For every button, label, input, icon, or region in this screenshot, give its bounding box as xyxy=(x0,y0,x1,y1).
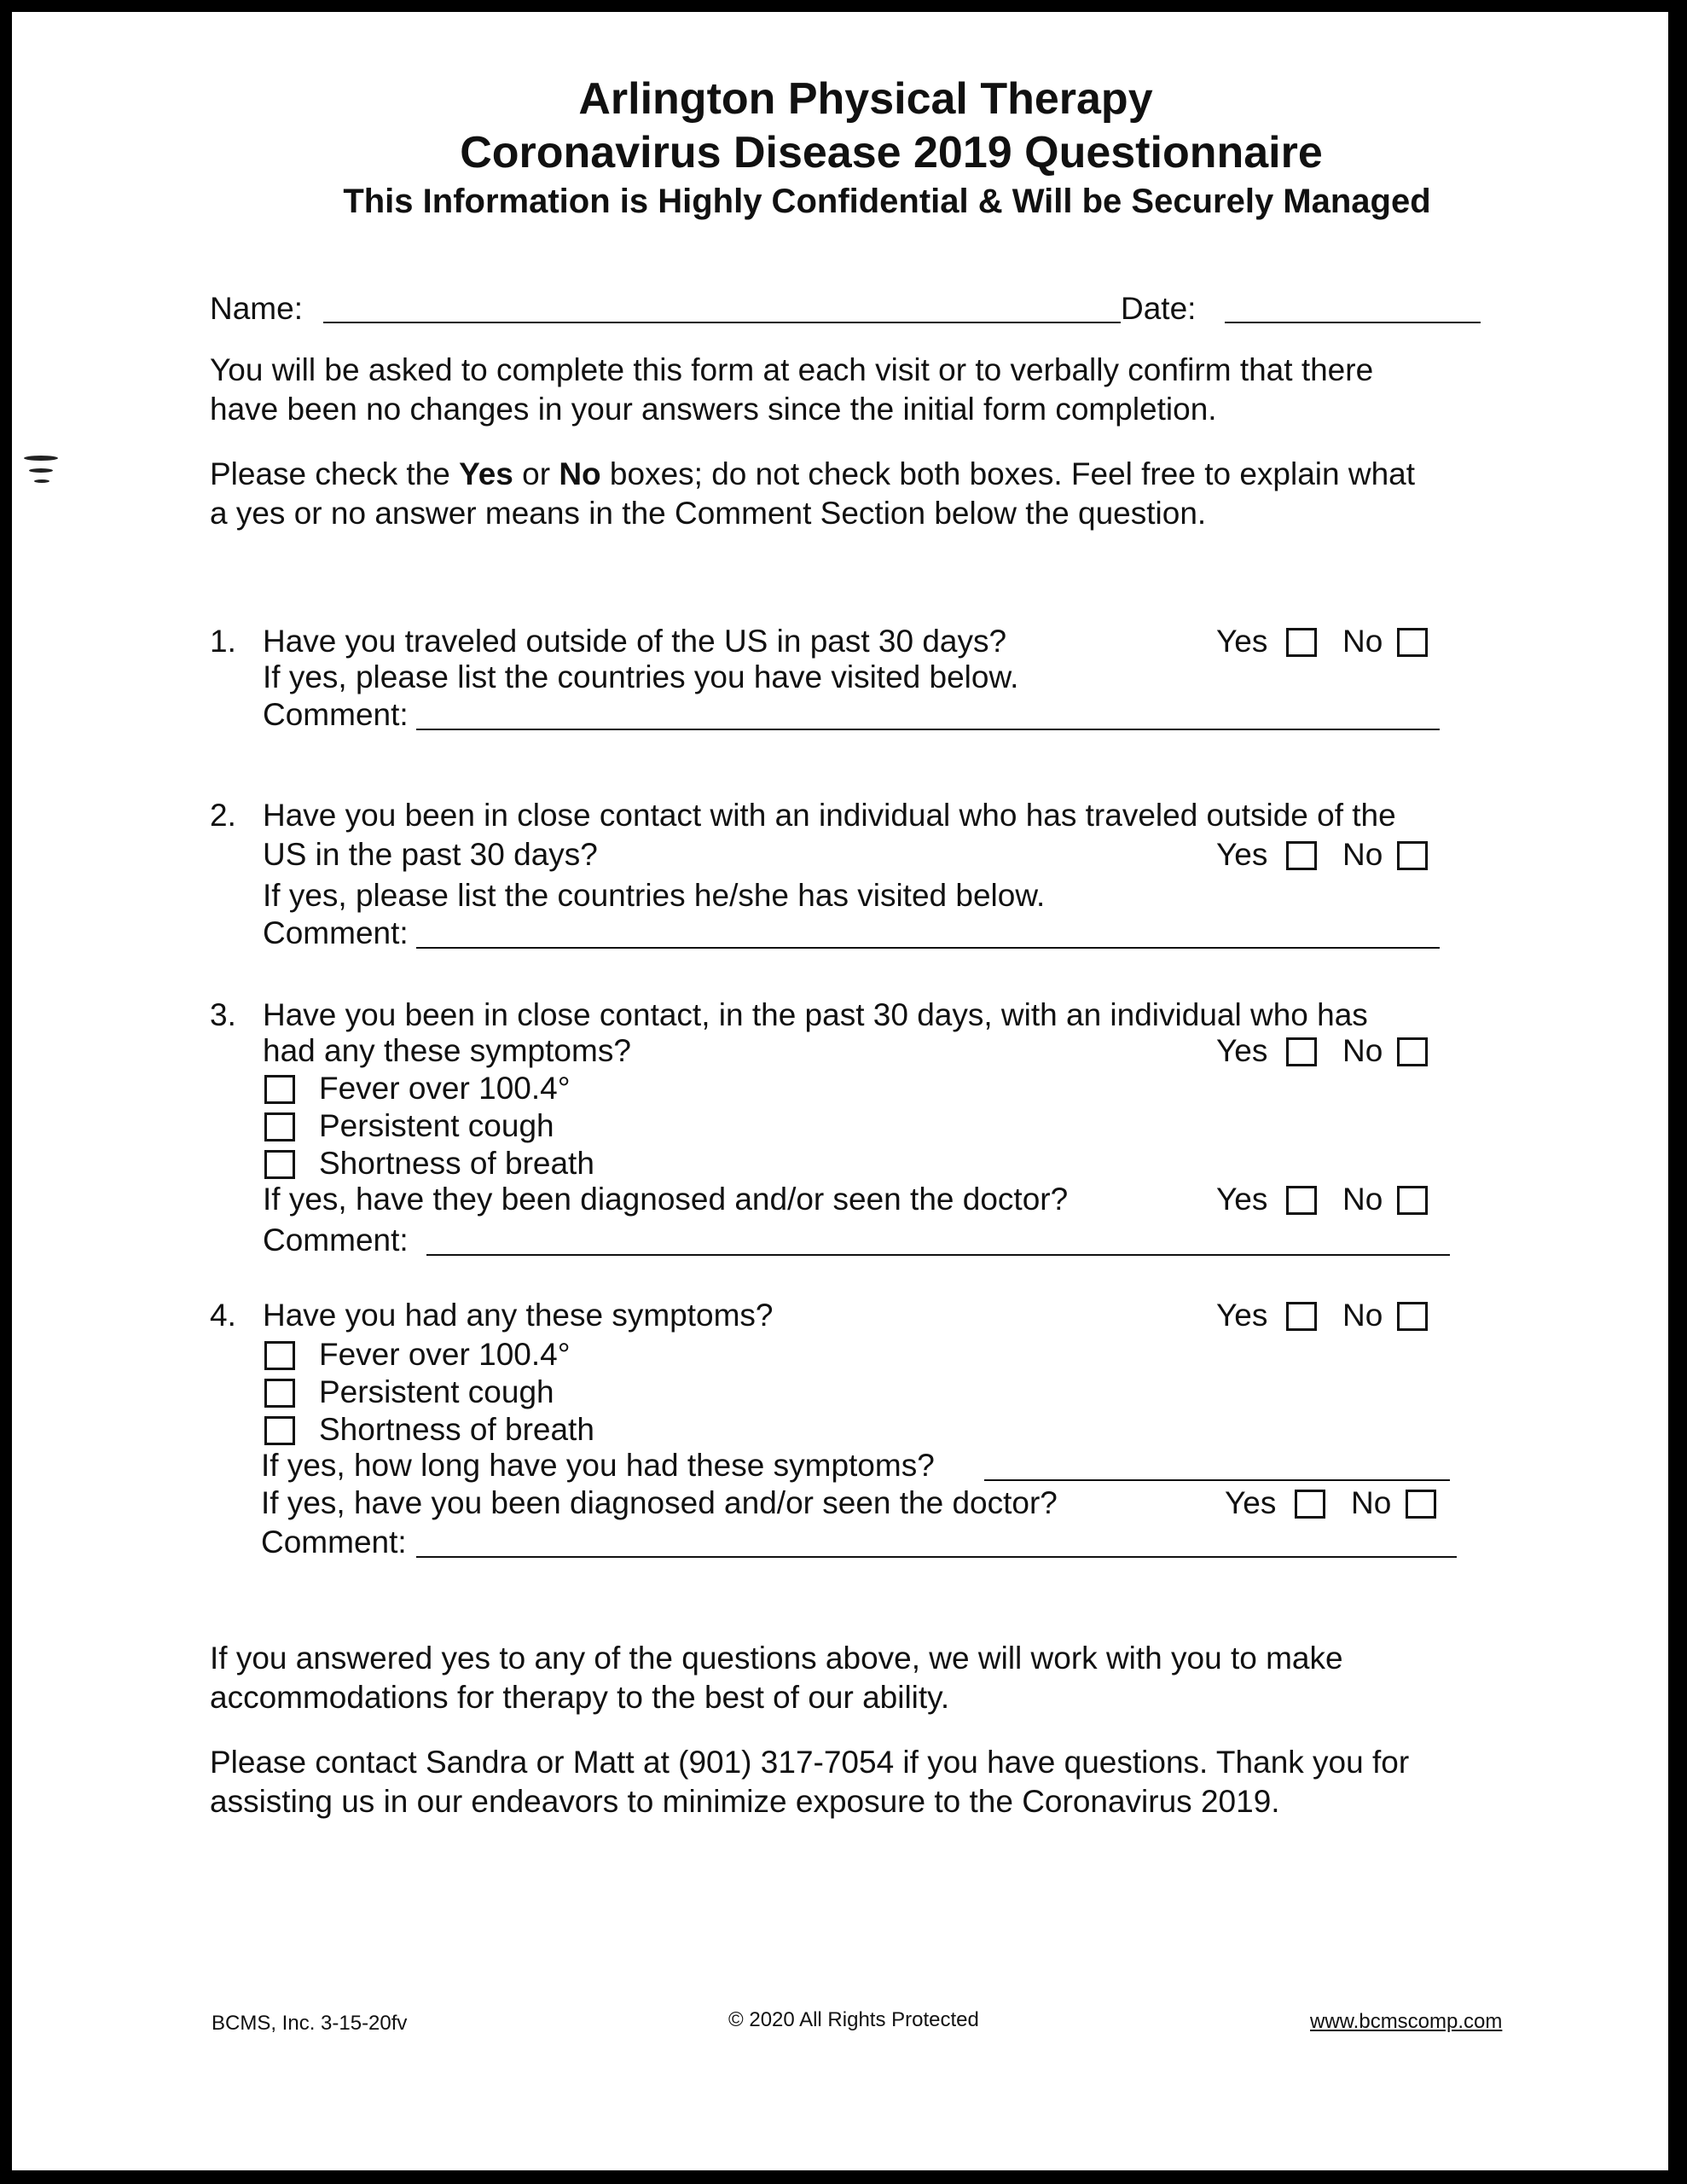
q1-no-checkbox[interactable] xyxy=(1397,628,1428,657)
instructions-no: No xyxy=(559,456,601,491)
q3-yes-label: Yes xyxy=(1216,1033,1268,1068)
q2-number: 2. xyxy=(210,798,236,833)
q1-comment-field[interactable] xyxy=(416,729,1440,730)
confidentiality-note: This Information is Highly Confidential & Will be Securely Managed xyxy=(343,183,1431,220)
q4-number: 4. xyxy=(210,1298,236,1333)
q3-symptom-breath: Shortness of breath xyxy=(319,1146,594,1181)
scan-speck xyxy=(34,479,49,483)
q3-comment-label: Comment: xyxy=(263,1223,409,1258)
q2-no-checkbox[interactable] xyxy=(1397,841,1428,870)
q4-yes-checkbox[interactable] xyxy=(1286,1302,1317,1331)
q1-subtext: If yes, please list the countries you have visited below. xyxy=(263,659,1019,694)
q1-number: 1. xyxy=(210,624,236,659)
q1-yes-label: Yes xyxy=(1216,624,1268,659)
q1-text: Have you traveled outside of the US in past 30 days? xyxy=(263,624,1007,659)
q4-followup-yes-checkbox[interactable] xyxy=(1295,1490,1325,1519)
date-field[interactable] xyxy=(1225,322,1481,323)
q1-comment-label: Comment: xyxy=(263,697,409,732)
q4-followup-yes-label: Yes xyxy=(1225,1485,1277,1520)
q2-no-label: No xyxy=(1342,837,1383,872)
instructions-text: or xyxy=(513,456,559,491)
footer-form-id: BCMS, Inc. 3-15-20fv xyxy=(212,2012,408,2035)
q2-text-line: Have you been in close contact with an individual who has traveled outside of the xyxy=(263,798,1396,833)
closing-paragraph-line: If you answered yes to any of the questions above, we will work with you to make xyxy=(210,1641,1343,1676)
instructions-yes: Yes xyxy=(459,456,513,491)
scan-speck xyxy=(29,468,53,473)
q3-no-label: No xyxy=(1342,1033,1383,1068)
q4-fever-checkbox[interactable] xyxy=(264,1341,295,1370)
q2-yes-checkbox[interactable] xyxy=(1286,841,1317,870)
q2-subtext: If yes, please list the countries he/she has visited below. xyxy=(263,878,1046,913)
contact-paragraph-line: Please contact Sandra or Matt at (901) 317-7054 if you have questions. Thank you for xyxy=(210,1745,1410,1780)
q2-yes-label: Yes xyxy=(1216,837,1268,872)
q3-fever-checkbox[interactable] xyxy=(264,1075,295,1104)
name-field[interactable] xyxy=(323,322,1121,323)
form-title: Coronavirus Disease 2019 Questionnaire xyxy=(460,128,1323,177)
q4-no-checkbox[interactable] xyxy=(1397,1302,1428,1331)
q3-symptom-fever: Fever over 100.4° xyxy=(319,1071,571,1106)
q4-comment-field[interactable] xyxy=(416,1556,1457,1558)
q4-symptom-fever: Fever over 100.4° xyxy=(319,1337,571,1372)
instructions-text: boxes; do not check both boxes. Feel free to explain what xyxy=(600,456,1416,491)
intro-paragraph-line: You will be asked to complete this form at each visit or to verbally confirm that there xyxy=(210,352,1374,387)
instructions-text: Please check the xyxy=(210,456,460,491)
instructions-line xyxy=(210,456,1415,493)
q4-followup: If yes, have you been diagnosed and/or seen the doctor? xyxy=(261,1485,1058,1520)
date-label: Date: xyxy=(1121,291,1197,326)
q1-yes-checkbox[interactable] xyxy=(1286,628,1317,657)
scan-speck xyxy=(24,456,58,461)
footer-website-link[interactable]: www.bcmscomp.com xyxy=(1310,2010,1503,2033)
q3-text-line: had any these symptoms? xyxy=(263,1033,631,1068)
q3-text-line: Have you been in close contact, in the past 30 days, with an individual who has xyxy=(263,997,1368,1032)
q4-followup-no-label: No xyxy=(1351,1485,1392,1520)
form-page xyxy=(12,12,1668,2170)
q3-yes-checkbox[interactable] xyxy=(1286,1037,1317,1066)
q3-followup-no-checkbox[interactable] xyxy=(1397,1186,1428,1215)
instructions-line: a yes or no answer means in the Comment Section below the question. xyxy=(210,496,1207,531)
q3-followup: If yes, have they been diagnosed and/or seen the doctor? xyxy=(263,1182,1069,1217)
q4-duration-question: If yes, how long have you had these symptoms? xyxy=(261,1448,935,1483)
q3-no-checkbox[interactable] xyxy=(1397,1037,1428,1066)
q3-comment-field[interactable] xyxy=(426,1254,1450,1256)
q3-symptom-cough: Persistent cough xyxy=(319,1108,554,1143)
closing-paragraph-line: accommodations for therapy to the best of our ability. xyxy=(210,1680,950,1715)
q1-no-label: No xyxy=(1342,624,1383,659)
q3-number: 3. xyxy=(210,997,236,1032)
q4-followup-no-checkbox[interactable] xyxy=(1406,1490,1436,1519)
org-name: Arlington Physical Therapy xyxy=(578,74,1153,124)
name-label: Name: xyxy=(210,291,303,326)
q4-text: Have you had any these symptoms? xyxy=(263,1298,774,1333)
q2-text-line: US in the past 30 days? xyxy=(263,837,598,872)
contact-paragraph-line: assisting us in our endeavors to minimize exposure to the Coronavirus 2019. xyxy=(210,1784,1280,1819)
q3-followup-no-label: No xyxy=(1342,1182,1383,1217)
intro-paragraph-line: have been no changes in your answers since the initial form completion. xyxy=(210,392,1217,427)
q3-followup-yes-label: Yes xyxy=(1216,1182,1268,1217)
q4-yes-label: Yes xyxy=(1216,1298,1268,1333)
footer-copyright: © 2020 All Rights Protected xyxy=(728,2008,979,2031)
q4-symptom-breath: Shortness of breath xyxy=(319,1412,594,1447)
q2-comment-label: Comment: xyxy=(263,915,409,950)
q4-duration-field[interactable] xyxy=(984,1479,1450,1481)
q4-breath-checkbox[interactable] xyxy=(264,1416,295,1445)
q4-no-label: No xyxy=(1342,1298,1383,1333)
q2-comment-field[interactable] xyxy=(416,947,1440,949)
q3-breath-checkbox[interactable] xyxy=(264,1150,295,1179)
q3-followup-yes-checkbox[interactable] xyxy=(1286,1186,1317,1215)
q4-cough-checkbox[interactable] xyxy=(264,1379,295,1408)
q4-comment-label: Comment: xyxy=(261,1525,407,1560)
q3-cough-checkbox[interactable] xyxy=(264,1112,295,1141)
q4-symptom-cough: Persistent cough xyxy=(319,1374,554,1409)
